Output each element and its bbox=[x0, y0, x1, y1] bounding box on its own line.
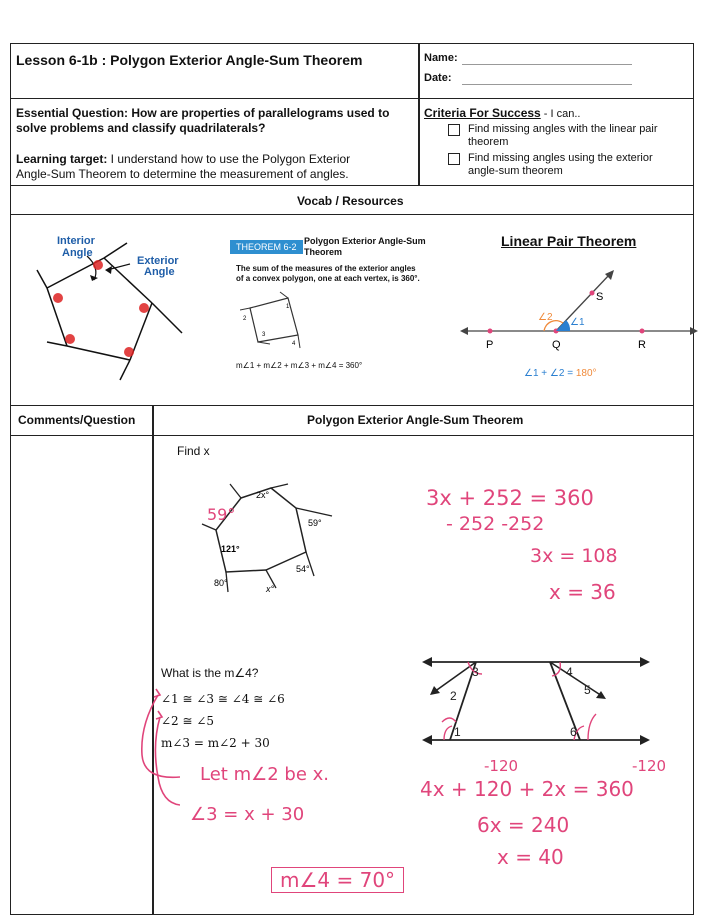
label-x: x° bbox=[266, 584, 275, 594]
intro-divider bbox=[418, 98, 420, 186]
given-2: ∠2 ≅ ∠5 bbox=[161, 714, 215, 728]
theorem-title: Polygon Exterior Angle-Sum bbox=[304, 236, 426, 246]
svg-text:1: 1 bbox=[286, 304, 290, 310]
vocab-header: Vocab / Resources bbox=[297, 194, 404, 208]
main-header: Polygon Exterior Angle-Sum Theorem bbox=[307, 413, 524, 427]
learning-target bbox=[16, 152, 350, 166]
linear-pair-diagram bbox=[460, 262, 700, 358]
label-q: Q bbox=[552, 339, 561, 351]
answer-box: m∠4 = 70° bbox=[271, 867, 404, 893]
label-r: R bbox=[638, 339, 646, 351]
criteria-item-2b: angle-sum theorem bbox=[468, 165, 563, 177]
work2-minus-left: -120 bbox=[484, 757, 519, 775]
label-angle-1: ∠1 bbox=[570, 317, 585, 328]
lesson-title: Lesson 6-1b : Polygon Exterior Angle-Sum Theorem bbox=[16, 52, 363, 68]
hex-label-4: 4 bbox=[566, 665, 573, 679]
label-59-right: 59° bbox=[308, 518, 322, 528]
date-label: Date: bbox=[424, 72, 452, 84]
criteria-checkbox-2[interactable] bbox=[448, 153, 460, 165]
hex-label-3: 3 bbox=[472, 665, 479, 679]
interior-label: Interior bbox=[57, 235, 95, 247]
criteria-checkbox-1[interactable] bbox=[448, 124, 460, 136]
find-x-label: Find x bbox=[177, 444, 210, 458]
criteria-suffix: - I can.. bbox=[540, 108, 581, 120]
svg-text:2: 2 bbox=[243, 316, 247, 322]
lp-eq-a: ∠1 + ∠2 = bbox=[524, 368, 576, 379]
lp-eq-b: 180° bbox=[575, 368, 597, 379]
criteria-title: Criteria For Success bbox=[424, 106, 541, 120]
work1-line3: 3x = 108 bbox=[530, 545, 618, 567]
label-2x: 2x° bbox=[256, 490, 270, 500]
work1-line1: 3x + 252 = 360 bbox=[426, 486, 594, 510]
criteria-heading bbox=[424, 106, 580, 120]
comments-header: Comments/Question bbox=[18, 413, 136, 427]
date-line[interactable] bbox=[462, 84, 632, 85]
theorem-equation: m∠1 + m∠2 + m∠3 + m∠4 = 360° bbox=[236, 361, 363, 370]
exterior-label-2: Angle bbox=[144, 266, 175, 278]
given-1: ∠1 ≅ ∠3 ≅ ∠4 ≅ ∠6 bbox=[161, 692, 285, 706]
angle3-statement: ∠3 = x + 30 bbox=[190, 804, 305, 825]
learning-target-label: Learning target: bbox=[16, 152, 108, 166]
learning-target-text: I understand how to use the Polygon Exterior bbox=[107, 152, 351, 166]
quadrilateral-diagram bbox=[240, 290, 310, 350]
theorem-body-2: of a convex polygon, one at each vertex, is 360°. bbox=[236, 274, 420, 283]
hex-label-1: 1 bbox=[454, 725, 461, 739]
section2-header-divider bbox=[152, 405, 154, 436]
criteria-item-1: Find missing angles with the linear pair bbox=[468, 123, 658, 135]
hex-label-2: 2 bbox=[450, 689, 457, 703]
header-divider bbox=[418, 43, 420, 99]
let-statement: Let m∠2 be x. bbox=[200, 764, 330, 785]
label-54: 54° bbox=[296, 564, 310, 574]
section2-body-divider bbox=[152, 435, 154, 915]
linear-pair-title: Linear Pair Theorem bbox=[501, 233, 637, 249]
linear-pair-equation bbox=[524, 368, 597, 379]
label-s: S bbox=[596, 291, 604, 303]
work2-x: x = 40 bbox=[497, 845, 564, 869]
svg-text:3: 3 bbox=[262, 332, 266, 338]
handwritten-59: 59° bbox=[207, 505, 236, 524]
handwritten-arrows bbox=[120, 685, 180, 815]
interior-exterior-diagram bbox=[12, 228, 202, 388]
given-3: m∠3 = m∠2 + 30 bbox=[161, 736, 270, 750]
criteria-item-2: Find missing angles using the exterior bbox=[468, 152, 653, 164]
hex-label-5: 5 bbox=[584, 683, 591, 697]
essential-question: Essential Question: How are properties of parallelograms used to bbox=[16, 106, 390, 120]
work2-minus-right: -120 bbox=[632, 757, 667, 775]
work1-line2: - 252 -252 bbox=[446, 513, 545, 535]
theorem-title-2: Theorem bbox=[304, 247, 343, 257]
label-p: P bbox=[486, 339, 494, 351]
name-line[interactable] bbox=[462, 64, 632, 65]
hex-label-6: 6 bbox=[570, 725, 577, 739]
label-angle-2: ∠2 bbox=[538, 312, 553, 323]
svg-text:4: 4 bbox=[292, 341, 296, 347]
find-x-polygon bbox=[196, 480, 336, 605]
question-m4: What is the m∠4? bbox=[161, 666, 259, 680]
essential-question-2: solve problems and classify quadrilaterals? bbox=[16, 121, 266, 135]
work2-6x: 6x = 240 bbox=[477, 813, 570, 837]
interior-label-2: Angle bbox=[62, 247, 93, 259]
criteria-item-1b: theorem bbox=[468, 136, 509, 148]
theorem-badge: THEOREM 6-2 bbox=[230, 240, 303, 254]
work2-equation: 4x + 120 + 2x = 360 bbox=[420, 777, 634, 801]
exterior-label: Exterior bbox=[137, 255, 179, 267]
label-80: 80° bbox=[214, 578, 228, 588]
work1-line4: x = 36 bbox=[549, 580, 616, 604]
theorem-body: The sum of the measures of the exterior angles bbox=[236, 264, 416, 273]
hexagon-diagram bbox=[420, 652, 652, 752]
label-121: 121° bbox=[221, 544, 240, 554]
learning-target-2: Angle-Sum Theorem to determine the measurement of angles. bbox=[16, 167, 349, 181]
name-label: Name: bbox=[424, 52, 458, 64]
